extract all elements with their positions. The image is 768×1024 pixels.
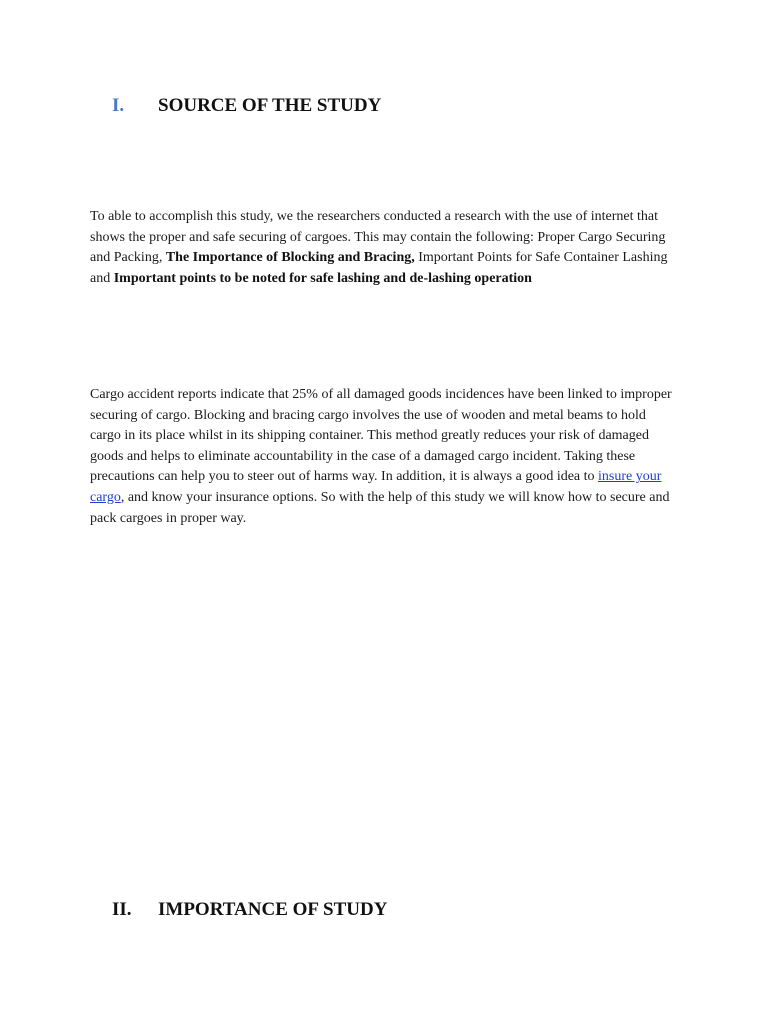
insure-cargo-link[interactable]: insure your cargo	[90, 469, 662, 505]
paragraph-sources	[90, 207, 680, 289]
section-heading-source-of-study	[112, 95, 381, 117]
paragraph-cargo-accidents	[90, 385, 680, 529]
bold-text: The Importance of Blocking and Bracing,	[165, 250, 415, 266]
section-number: I.	[112, 95, 125, 116]
paragraph-text: Important Points for Safe Container Lashing and	[90, 250, 668, 286]
section-title: IMPORTANCE OF STUDY	[158, 899, 388, 920]
section-title: SOURCE OF THE STUDY	[158, 95, 382, 116]
bold-text: Important points to be noted for safe lashing and de-lashing operation	[113, 270, 532, 286]
paragraph-text: Cargo accident reports indicate that 25% of all damaged goods incidences have been linked to improper securing of cargo. Blocking and bracing cargo involves the use of wooden and metal beams to hold cargo in its place whilst in its shipping container. This method greatly reduces your risk of damaged goods and helps to eliminate accountability in the case of a damaged cargo incident. Taking these precautions can help you to steer out of harms way. In addition, it is always a good idea to	[90, 387, 672, 485]
section-number: II.	[112, 899, 132, 920]
paragraph-text: To able to accomplish this study, we the researchers conducted a research with the use of internet that shows the proper and safe securing of cargoes. This may contain the following: Proper Cargo Securing and Packing,	[90, 209, 666, 266]
section-heading-importance-of-study	[112, 899, 387, 921]
paragraph-text: , and know your insurance options. So with the help of this study we will know how to secure and pack cargoes in proper way.	[90, 489, 670, 526]
